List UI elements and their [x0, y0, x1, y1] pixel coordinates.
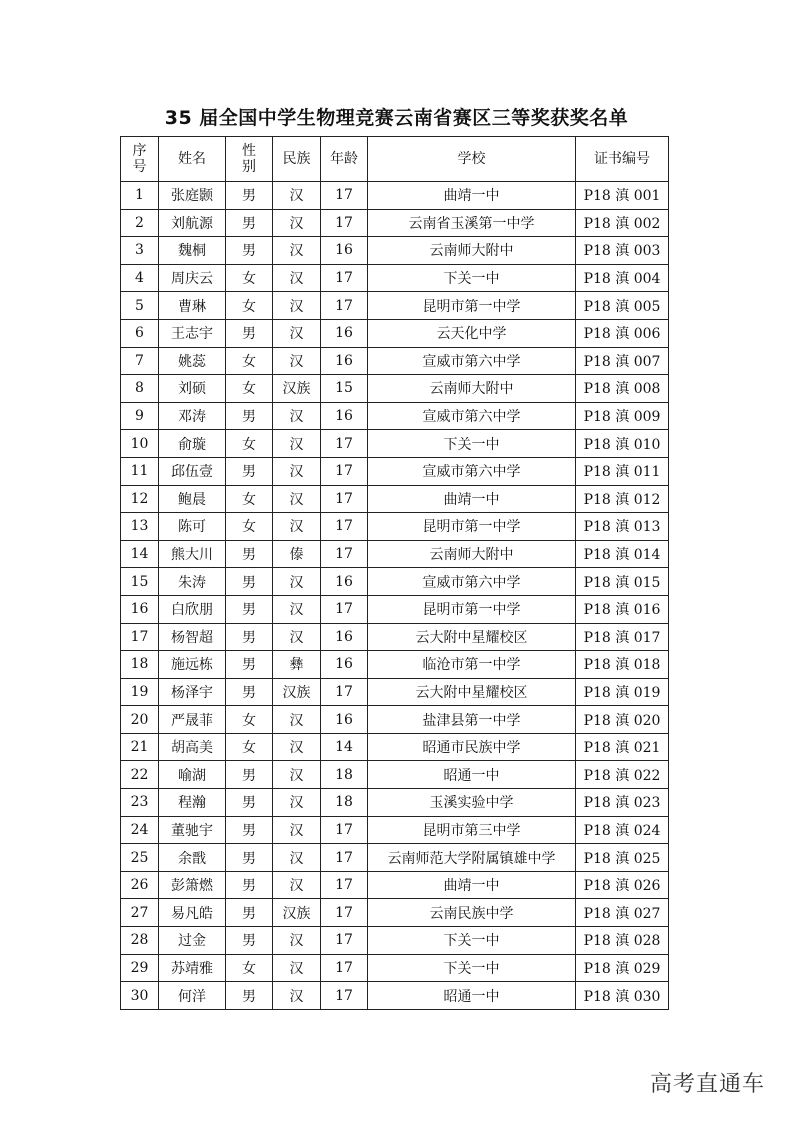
cell-age: 16 — [321, 623, 368, 651]
cell-gender: 男 — [226, 595, 273, 623]
cell-gender: 女 — [226, 485, 273, 513]
cell-cert: P18 滇 013 — [576, 513, 669, 541]
cell-school: 昆明市第一中学 — [368, 595, 576, 623]
cell-name: 喻湖 — [159, 761, 226, 789]
cell-age: 17 — [321, 927, 368, 955]
cell-cert: P18 滇 026 — [576, 871, 669, 899]
cell-age: 17 — [321, 430, 368, 458]
cell-gender: 男 — [226, 402, 273, 430]
cell-cert: P18 滇 003 — [576, 237, 669, 265]
cell-ethnicity: 傣 — [273, 540, 321, 568]
cell-seq: 30 — [121, 982, 159, 1010]
cell-age: 17 — [321, 292, 368, 320]
cell-school: 昆明市第一中学 — [368, 292, 576, 320]
cell-school: 宣威市第六中学 — [368, 568, 576, 596]
cell-age: 17 — [321, 678, 368, 706]
cell-gender: 男 — [226, 568, 273, 596]
cell-gender: 女 — [226, 347, 273, 375]
cell-seq: 6 — [121, 319, 159, 347]
cell-school: 下关一中 — [368, 954, 576, 982]
cell-school: 下关一中 — [368, 927, 576, 955]
cell-seq: 16 — [121, 595, 159, 623]
cell-name: 陈可 — [159, 513, 226, 541]
cell-age: 15 — [321, 375, 368, 403]
cell-gender: 男 — [226, 789, 273, 817]
cell-school: 宣威市第六中学 — [368, 402, 576, 430]
cell-cert: P18 滇 009 — [576, 402, 669, 430]
cell-gender: 男 — [226, 209, 273, 237]
cell-school: 云南省玉溪第一中学 — [368, 209, 576, 237]
cell-seq: 1 — [121, 182, 159, 210]
cell-cert: P18 滇 030 — [576, 982, 669, 1010]
cell-school: 曲靖一中 — [368, 182, 576, 210]
cell-cert: P18 滇 023 — [576, 789, 669, 817]
header-name: 姓名 — [159, 137, 226, 182]
cell-name: 易凡皓 — [159, 899, 226, 927]
table-row — [121, 209, 669, 237]
cell-ethnicity: 汉 — [273, 457, 321, 485]
cell-cert: P18 滇 025 — [576, 844, 669, 872]
cell-age: 17 — [321, 209, 368, 237]
cell-age: 17 — [321, 513, 368, 541]
cell-seq: 20 — [121, 706, 159, 734]
cell-name: 张庭颢 — [159, 182, 226, 210]
header-age: 年龄 — [321, 137, 368, 182]
cell-seq: 7 — [121, 347, 159, 375]
cell-cert: P18 滇 020 — [576, 706, 669, 734]
cell-school: 云天化中学 — [368, 319, 576, 347]
cell-name: 白欣朋 — [159, 595, 226, 623]
cell-seq: 27 — [121, 899, 159, 927]
cell-name: 姚蕊 — [159, 347, 226, 375]
cell-seq: 22 — [121, 761, 159, 789]
cell-age: 17 — [321, 264, 368, 292]
cell-gender: 女 — [226, 954, 273, 982]
cell-cert: P18 滇 008 — [576, 375, 669, 403]
cell-cert: P18 滇 029 — [576, 954, 669, 982]
cell-school: 临沧市第一中学 — [368, 651, 576, 679]
cell-cert: P18 滇 019 — [576, 678, 669, 706]
cell-seq: 4 — [121, 264, 159, 292]
cell-name: 鲍晨 — [159, 485, 226, 513]
cell-name: 杨智超 — [159, 623, 226, 651]
cell-name: 施远栋 — [159, 651, 226, 679]
cell-name: 曹琳 — [159, 292, 226, 320]
cell-seq: 24 — [121, 816, 159, 844]
cell-ethnicity: 汉 — [273, 513, 321, 541]
cell-name: 朱涛 — [159, 568, 226, 596]
cell-seq: 21 — [121, 733, 159, 761]
cell-seq: 9 — [121, 402, 159, 430]
cell-seq: 28 — [121, 927, 159, 955]
cell-ethnicity: 汉 — [273, 209, 321, 237]
cell-age: 16 — [321, 706, 368, 734]
table-row — [121, 264, 669, 292]
table-row — [121, 347, 669, 375]
table-row — [121, 319, 669, 347]
cell-ethnicity: 汉 — [273, 927, 321, 955]
table-row — [121, 182, 669, 210]
table-row — [121, 651, 669, 679]
cell-seq: 8 — [121, 375, 159, 403]
cell-school: 宣威市第六中学 — [368, 457, 576, 485]
cell-gender: 女 — [226, 513, 273, 541]
cell-name: 彭箫燃 — [159, 871, 226, 899]
header-gender-line1: 性 — [242, 143, 256, 159]
cell-gender: 女 — [226, 375, 273, 403]
table-row — [121, 595, 669, 623]
table-row — [121, 982, 669, 1010]
cell-school: 曲靖一中 — [368, 485, 576, 513]
cell-ethnicity: 汉族 — [273, 678, 321, 706]
cell-gender: 男 — [226, 237, 273, 265]
cell-gender: 男 — [226, 899, 273, 927]
cell-name: 程瀚 — [159, 789, 226, 817]
cell-seq: 15 — [121, 568, 159, 596]
cell-school: 宣威市第六中学 — [368, 347, 576, 375]
cell-cert: P18 滇 028 — [576, 927, 669, 955]
cell-gender: 男 — [226, 761, 273, 789]
cell-cert: P18 滇 004 — [576, 264, 669, 292]
cell-seq: 3 — [121, 237, 159, 265]
cell-ethnicity: 汉 — [273, 623, 321, 651]
cell-age: 17 — [321, 540, 368, 568]
cell-school: 下关一中 — [368, 430, 576, 458]
cell-seq: 12 — [121, 485, 159, 513]
cell-gender: 男 — [226, 927, 273, 955]
cell-age: 17 — [321, 595, 368, 623]
cell-school: 云南师大附中 — [368, 237, 576, 265]
cell-school: 云大附中星耀校区 — [368, 678, 576, 706]
cell-ethnicity: 汉 — [273, 430, 321, 458]
cell-name: 邱伍壹 — [159, 457, 226, 485]
cell-ethnicity: 汉 — [273, 485, 321, 513]
header-school: 学校 — [368, 137, 576, 182]
cell-name: 王志宇 — [159, 319, 226, 347]
cell-seq: 10 — [121, 430, 159, 458]
cell-ethnicity: 汉 — [273, 982, 321, 1010]
cell-name: 刘航源 — [159, 209, 226, 237]
cell-cert: P18 滇 016 — [576, 595, 669, 623]
cell-ethnicity: 汉 — [273, 816, 321, 844]
cell-ethnicity: 彝 — [273, 651, 321, 679]
header-seq-line1: 序 — [132, 143, 147, 159]
cell-seq: 14 — [121, 540, 159, 568]
cell-age: 18 — [321, 761, 368, 789]
cell-name: 周庆云 — [159, 264, 226, 292]
cell-gender: 男 — [226, 457, 273, 485]
cell-age: 17 — [321, 844, 368, 872]
cell-cert: P18 滇 015 — [576, 568, 669, 596]
cell-ethnicity: 汉 — [273, 347, 321, 375]
cell-ethnicity: 汉族 — [273, 899, 321, 927]
cell-cert: P18 滇 021 — [576, 733, 669, 761]
cell-ethnicity: 汉 — [273, 264, 321, 292]
cell-ethnicity: 汉 — [273, 319, 321, 347]
cell-school: 昭通一中 — [368, 761, 576, 789]
cell-ethnicity: 汉 — [273, 292, 321, 320]
cell-cert: P18 滇 014 — [576, 540, 669, 568]
cell-name: 董驰宇 — [159, 816, 226, 844]
table-row — [121, 789, 669, 817]
table-row — [121, 678, 669, 706]
table-row — [121, 402, 669, 430]
cell-school: 曲靖一中 — [368, 871, 576, 899]
cell-name: 俞璇 — [159, 430, 226, 458]
cell-ethnicity: 汉 — [273, 733, 321, 761]
table-body — [121, 182, 669, 1010]
header-cert: 证书编号 — [576, 137, 669, 182]
header-gender — [226, 137, 273, 182]
cell-school: 玉溪实验中学 — [368, 789, 576, 817]
table-row — [121, 954, 669, 982]
cell-ethnicity: 汉 — [273, 871, 321, 899]
table-row — [121, 899, 669, 927]
cell-age: 17 — [321, 457, 368, 485]
cell-name: 刘硕 — [159, 375, 226, 403]
cell-seq: 18 — [121, 651, 159, 679]
cell-seq: 5 — [121, 292, 159, 320]
table-row — [121, 623, 669, 651]
table-row — [121, 430, 669, 458]
cell-school: 昭通一中 — [368, 982, 576, 1010]
cell-gender: 男 — [226, 844, 273, 872]
cell-cert: P18 滇 011 — [576, 457, 669, 485]
cell-cert: P18 滇 022 — [576, 761, 669, 789]
cell-age: 17 — [321, 899, 368, 927]
cell-seq: 19 — [121, 678, 159, 706]
table-row — [121, 816, 669, 844]
table-row — [121, 706, 669, 734]
cell-name: 过金 — [159, 927, 226, 955]
cell-cert: P18 滇 002 — [576, 209, 669, 237]
table-row — [121, 457, 669, 485]
cell-school: 云南民族中学 — [368, 899, 576, 927]
cell-gender: 女 — [226, 733, 273, 761]
cell-cert: P18 滇 005 — [576, 292, 669, 320]
cell-ethnicity: 汉 — [273, 844, 321, 872]
cell-gender: 男 — [226, 871, 273, 899]
page-title: 35 届全国中学生物理竞赛云南省赛区三等奖获奖名单 — [164, 107, 629, 129]
table-row — [121, 375, 669, 403]
cell-school: 云大附中星耀校区 — [368, 623, 576, 651]
cell-gender: 女 — [226, 292, 273, 320]
cell-ethnicity: 汉 — [273, 954, 321, 982]
cell-cert: P18 滇 017 — [576, 623, 669, 651]
cell-seq: 17 — [121, 623, 159, 651]
cell-age: 16 — [321, 651, 368, 679]
cell-age: 17 — [321, 982, 368, 1010]
watermark: 高考直通车 — [649, 1072, 765, 1097]
cell-cert: P18 滇 001 — [576, 182, 669, 210]
cell-age: 17 — [321, 816, 368, 844]
cell-gender: 男 — [226, 623, 273, 651]
table-row — [121, 844, 669, 872]
cell-gender: 男 — [226, 678, 273, 706]
cell-ethnicity: 汉 — [273, 706, 321, 734]
cell-age: 16 — [321, 347, 368, 375]
cell-age: 16 — [321, 319, 368, 347]
cell-name: 何洋 — [159, 982, 226, 1010]
cell-seq: 29 — [121, 954, 159, 982]
cell-school: 云南师范大学附属镇雄中学 — [368, 844, 576, 872]
cell-gender: 女 — [226, 430, 273, 458]
cell-seq: 26 — [121, 871, 159, 899]
cell-school: 盐津县第一中学 — [368, 706, 576, 734]
cell-gender: 男 — [226, 182, 273, 210]
table-row — [121, 513, 669, 541]
cell-name: 苏靖雅 — [159, 954, 226, 982]
cell-gender: 女 — [226, 264, 273, 292]
cell-cert: P18 滇 027 — [576, 899, 669, 927]
cell-cert: P18 滇 012 — [576, 485, 669, 513]
table-row — [121, 871, 669, 899]
cell-school: 昭通市民族中学 — [368, 733, 576, 761]
cell-name: 杨泽宇 — [159, 678, 226, 706]
cell-gender: 男 — [226, 651, 273, 679]
cell-name: 严晟菲 — [159, 706, 226, 734]
cell-seq: 11 — [121, 457, 159, 485]
cell-cert: P18 滇 006 — [576, 319, 669, 347]
cell-name: 余戬 — [159, 844, 226, 872]
table-row — [121, 485, 669, 513]
cell-school: 昆明市第一中学 — [368, 513, 576, 541]
header-gender-line2: 别 — [242, 159, 256, 175]
cell-cert: P18 滇 007 — [576, 347, 669, 375]
header-seq — [121, 137, 159, 182]
cell-ethnicity: 汉 — [273, 182, 321, 210]
cell-cert: P18 滇 024 — [576, 816, 669, 844]
cell-name: 熊大川 — [159, 540, 226, 568]
cell-cert: P18 滇 010 — [576, 430, 669, 458]
award-table — [120, 136, 669, 1010]
cell-age: 17 — [321, 182, 368, 210]
cell-age: 18 — [321, 789, 368, 817]
table-row — [121, 733, 669, 761]
cell-school: 云南师大附中 — [368, 540, 576, 568]
cell-ethnicity: 汉 — [273, 568, 321, 596]
cell-seq: 13 — [121, 513, 159, 541]
table-row — [121, 237, 669, 265]
table-row — [121, 540, 669, 568]
cell-ethnicity: 汉 — [273, 789, 321, 817]
header-ethnicity: 民族 — [273, 137, 321, 182]
cell-gender: 男 — [226, 816, 273, 844]
cell-gender: 男 — [226, 319, 273, 347]
table-header-row — [121, 137, 669, 182]
cell-age: 14 — [321, 733, 368, 761]
cell-age: 16 — [321, 568, 368, 596]
cell-seq: 25 — [121, 844, 159, 872]
cell-age: 16 — [321, 237, 368, 265]
table-row — [121, 761, 669, 789]
cell-age: 17 — [321, 871, 368, 899]
cell-gender: 男 — [226, 982, 273, 1010]
cell-ethnicity: 汉 — [273, 595, 321, 623]
cell-age: 17 — [321, 954, 368, 982]
table-row — [121, 292, 669, 320]
cell-school: 下关一中 — [368, 264, 576, 292]
cell-name: 胡高美 — [159, 733, 226, 761]
cell-name: 魏桐 — [159, 237, 226, 265]
cell-age: 16 — [321, 402, 368, 430]
cell-ethnicity: 汉 — [273, 761, 321, 789]
cell-name: 邓涛 — [159, 402, 226, 430]
cell-seq: 23 — [121, 789, 159, 817]
cell-ethnicity: 汉 — [273, 237, 321, 265]
cell-cert: P18 滇 018 — [576, 651, 669, 679]
table-row — [121, 927, 669, 955]
cell-school: 昆明市第三中学 — [368, 816, 576, 844]
header-seq-line2: 号 — [132, 159, 147, 175]
table-row — [121, 568, 669, 596]
cell-ethnicity: 汉 — [273, 402, 321, 430]
cell-seq: 2 — [121, 209, 159, 237]
cell-school: 云南师大附中 — [368, 375, 576, 403]
cell-age: 17 — [321, 485, 368, 513]
cell-gender: 女 — [226, 706, 273, 734]
cell-gender: 男 — [226, 540, 273, 568]
cell-ethnicity: 汉族 — [273, 375, 321, 403]
